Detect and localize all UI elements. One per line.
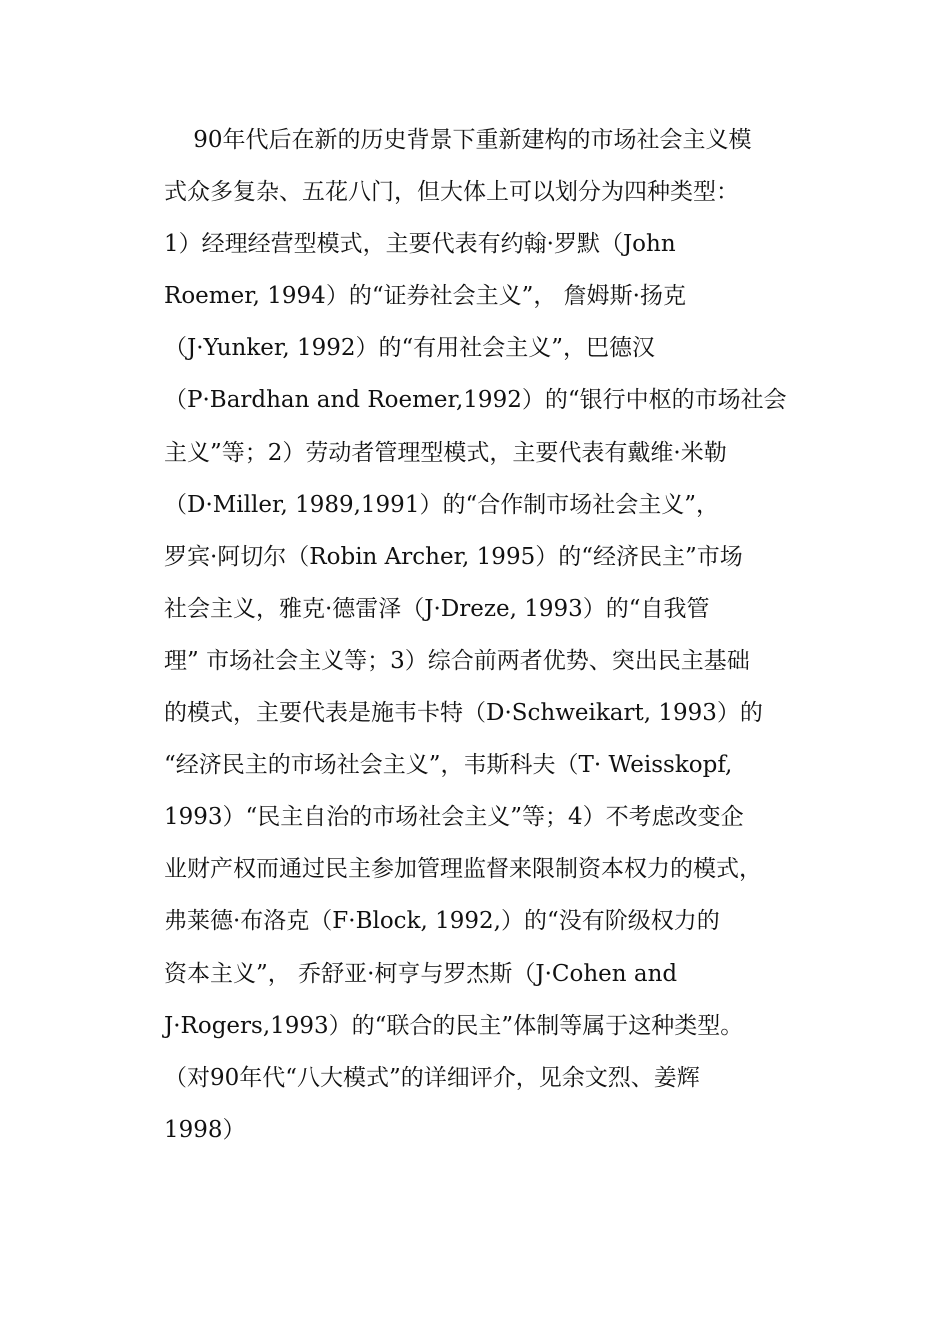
paragraph-line: （对90年代“八大模式”的详细评介，见余文烈、姜辉 <box>164 1064 700 1091</box>
paragraph-line: （D·Miller, 1989,1991）的“合作制市场社会主义”， <box>164 491 719 518</box>
paragraph-line: 主义”等；2）劳动者管理型模式，主要代表有戴维·米勒 <box>164 439 727 466</box>
paragraph-line: （P·Bardhan and Roemer,1992）的“银行中枢的市场社会 <box>164 387 787 414</box>
paragraph-line: 业财产权而通过民主参加管理监督来限制资本权力的模式， <box>164 856 762 883</box>
paragraph-line: 90年代后在新的历史背景下重新建构的市场社会主义模 <box>164 127 752 153</box>
paragraph-line: 社会主义，雅克·德雷泽（J·Dreze, 1993）的“自我管 <box>164 595 710 622</box>
paragraph-line: Roemer, 1994）的“证券社会主义”， 詹姆斯·扬克 <box>164 283 686 310</box>
paragraph-line: 罗宾·阿切尔（Robin Archer, 1995）的“经济民主”市场 <box>164 543 743 570</box>
paragraph-line: 资本主义”， 乔舒亚·柯亨与罗杰斯（J·Cohen and <box>164 960 678 987</box>
body-paragraph <box>164 114 804 1156</box>
paragraph-line: 式众多复杂、五花八门，但大体上可以划分为四种类型： <box>164 179 739 206</box>
paragraph-line: 1）经理经营型模式，主要代表有约翰·罗默（John <box>164 231 676 258</box>
paragraph-line: 的模式，主要代表是施韦卡特（D·Schweikart, 1993）的 <box>164 700 763 727</box>
paragraph-line: “经济民主的市场社会主义”，韦斯科夫（T· Weisskopf, <box>164 752 733 779</box>
paragraph-line: 理” 市场社会主义等；3）综合前两者优势、突出民主基础 <box>164 647 750 674</box>
paragraph-line: （J·Yunker, 1992）的“有用社会主义”，巴德汉 <box>164 335 656 362</box>
paragraph-line: 1998） <box>164 1116 246 1143</box>
paragraph-line: 1993）“民主自治的市场社会主义”等；4）不考虑改变企 <box>164 804 744 831</box>
paragraph-line: 弗莱德·布洛克（F·Block, 1992,）的“没有阶级权力的 <box>164 908 720 935</box>
paragraph-line: J·Rogers,1993）的“联合的民主”体制等属于这种类型。 <box>164 1012 744 1039</box>
